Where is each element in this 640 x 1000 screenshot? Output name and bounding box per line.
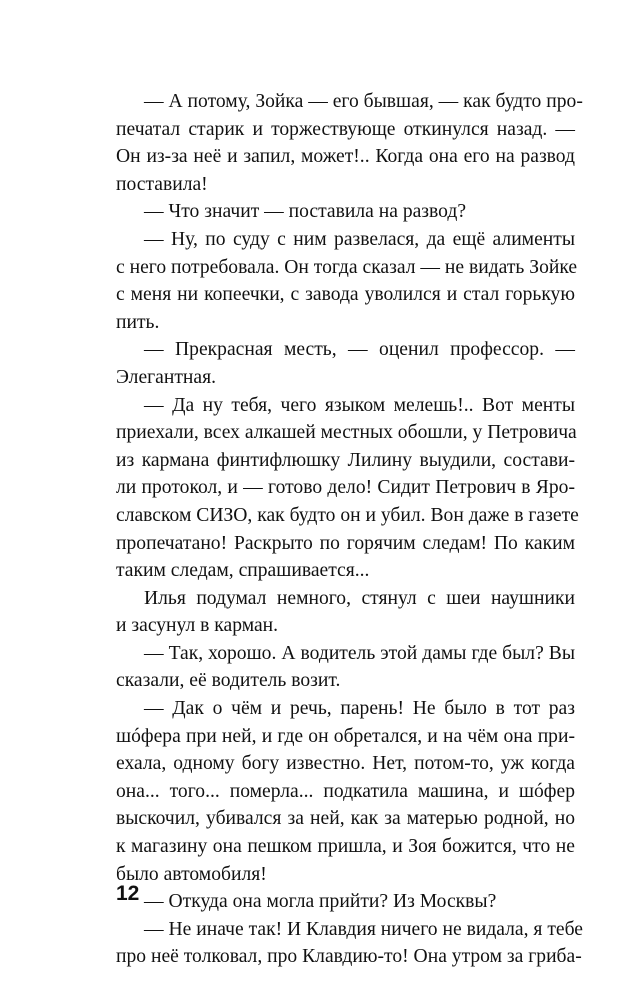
text-line: — А потому, Зойка — его бывшая, — как будто про- (144, 91, 583, 112)
text-line: с него потребовала. Он тогда сказал — не видать Зойке (116, 256, 578, 278)
text-line: она... того... померла... подкатила машина, и шóфер (116, 780, 575, 802)
text-line: приехали, всех алкашей местных обошли, у Петровича (116, 422, 577, 444)
text-line: выскочил, убивался за ней, как за матерью родной, но (116, 808, 575, 830)
text-line: и засунул в карман. (116, 615, 279, 637)
text-line: — Ну, по суду с ним развелася, да ещё алименты (144, 228, 575, 250)
text-line: к магазину она пешком пришла, и Зоя божится, что не (116, 836, 575, 858)
text-line: — Так, хорошо. А водитель этой дамы где был? Вы (144, 642, 575, 664)
text-line: с меня ни копеечки, с завода уволился и стал горькую (116, 284, 575, 306)
text-line: — Что значит — поставила на развод? (144, 201, 467, 223)
text-line: — Да ну тебя, чего языком мелешь!.. Вот менты (144, 394, 575, 416)
text-line: ехала, одному богу известно. Нет, потом-то, уж когда (116, 753, 575, 775)
text-line: — Дак о чём и речь, парень! Не было в тот раз (144, 698, 575, 720)
text-line: таким следам, спрашивается... (116, 560, 370, 582)
text-line: Элегантная. (116, 366, 217, 388)
text-line: из кармана финтифлюшку Лилину выудили, состави- (116, 449, 575, 471)
text-line: сказали, её водитель возит. (116, 670, 341, 692)
text-line: шóфера при ней, и где он обретался, и на чём она при- (116, 725, 575, 747)
text-line: печатал старик и торжествующе откинулся назад. — (116, 118, 575, 140)
text-line: пить. (116, 311, 160, 333)
page-number: 12 (116, 882, 140, 905)
text-line: про неё толковал, про Клавдию-то! Она утром за гриба- (116, 946, 582, 968)
text-line: было автомобиля! (116, 863, 267, 885)
text-line: — Не иначе так! И Клавдия ничего не видала, я тебе (144, 918, 584, 940)
text-line: Илья подумал немного, стянул с шеи наушники (144, 587, 575, 609)
text-line: ли протокол, и — готово дело! Сидит Петрович в Яро- (116, 477, 575, 499)
text-line: поставила! (116, 173, 208, 195)
text-line: славском СИЗО, как будто он и убил. Вон даже в газете (116, 504, 579, 526)
text-line: пропечатано! Раскрыто по горячим следам! По каким (116, 532, 575, 554)
text-line: — Откуда она могла прийти? Из Москвы? (144, 891, 497, 913)
text-line: Он из-за неё и запил, может!.. Когда она его на развод (116, 146, 575, 168)
text-line: — Прекрасная месть, — оценил профессор. — (144, 339, 575, 361)
body-text (116, 88, 584, 971)
